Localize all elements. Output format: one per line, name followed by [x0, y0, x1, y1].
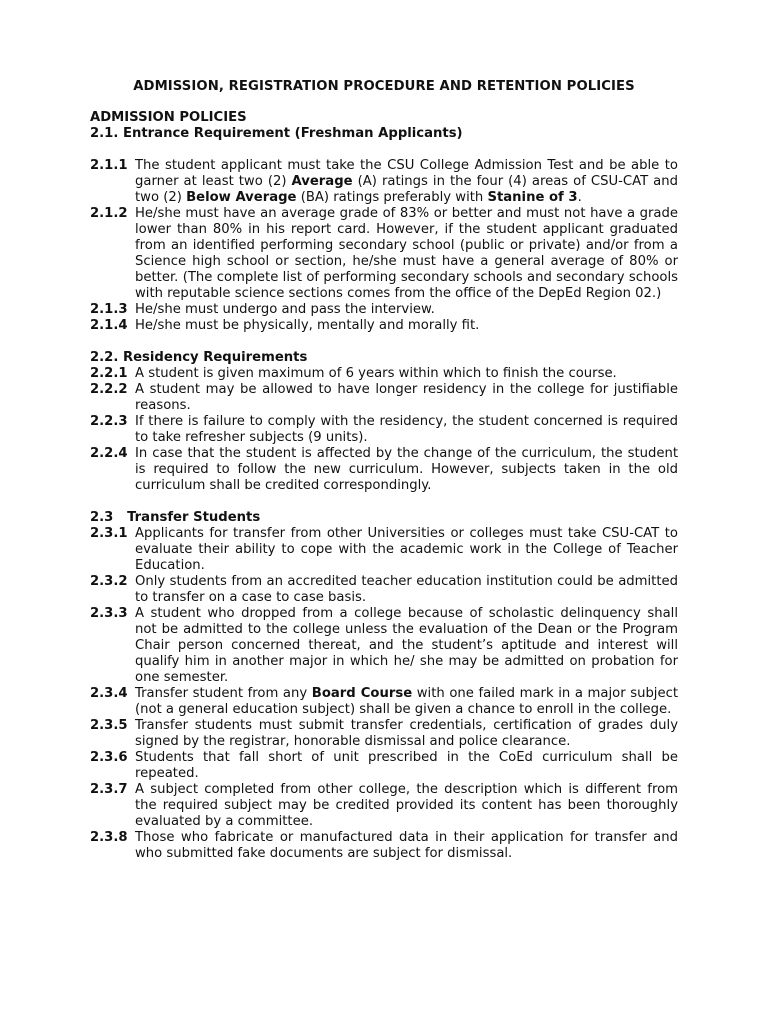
- bold-run-stanine: Stanine of 3: [487, 190, 578, 205]
- item-text: Only students from an accredited teacher education institution could be admitted to transfer on a case to case basis.: [135, 574, 678, 605]
- list-item-2-3-7: [90, 782, 678, 830]
- list-item-2-3-5: [90, 718, 678, 750]
- list-item-2-3-6: [90, 750, 678, 782]
- text-run: with one failed mark in a major subject (not a general education subject) shall be given a chance to enroll in the college.: [135, 686, 679, 717]
- item-number: 2.3.6: [90, 750, 128, 765]
- bold-run-board-course: Board Course: [311, 686, 413, 701]
- item-number: 2.2.3: [90, 414, 128, 429]
- subsection-heading-2-3: 2.3 Transfer Students: [90, 510, 261, 525]
- list-item-2-2-3: [90, 414, 678, 446]
- item-text: Students that fall short of unit prescribed in the CoEd curriculum shall be repeated.: [135, 750, 678, 781]
- list-item-2-3-3: [90, 606, 678, 686]
- item-number: 2.3.3: [90, 606, 128, 621]
- item-number: 2.3.8: [90, 830, 128, 845]
- item-number: 2.3.1: [90, 526, 128, 541]
- document-body: [90, 110, 678, 862]
- item-number: 2.3.4: [90, 686, 128, 701]
- bold-run-average: Average: [291, 174, 353, 189]
- item-text: He/she must be physically, mentally and morally fit.: [135, 318, 480, 333]
- document-title: ADMISSION, REGISTRATION PROCEDURE AND RETENTION POLICIES: [133, 79, 635, 94]
- item-number: 2.3.7: [90, 782, 128, 797]
- item-number: 2.2.2: [90, 382, 128, 397]
- list-item-2-1-1: [90, 158, 678, 206]
- item-number: 2.3.5: [90, 718, 128, 733]
- subsection-heading-2-1: 2.1. Entrance Requirement (Freshman Applicants): [90, 126, 463, 141]
- list-item-2-2-2: [90, 382, 678, 414]
- list-item-2-2-4: [90, 446, 678, 494]
- item-text: [135, 158, 678, 206]
- item-text: Applicants for transfer from other Universities or colleges must take CSU-CAT to evaluate their ability to cope with the academic work in the College of Teacher Education.: [135, 526, 678, 573]
- list-item-2-3-4: [90, 686, 678, 718]
- text-run: .: [577, 190, 582, 205]
- text-run: Transfer student from any: [135, 686, 312, 701]
- item-text: In case that the student is affected by the change of the curriculum, the student is required to follow the new curriculum. However, subjects taken in the old curriculum shall be credited correspondingly.: [135, 446, 678, 493]
- item-text: He/she must have an average grade of 83% or better and must not have a grade lower than 80% in his report card. However, if the student applicant graduated from an identified performing secondary school (public or private) and/or from a Science high school or section, he/she must have a general average of 80% or better. (The complete list of performing secondary schools and secondary schools with reputable science sections comes from the office of the DepEd Region 02.): [135, 206, 678, 301]
- item-number: 2.3.2: [90, 574, 128, 589]
- list-item-2-1-2: [90, 206, 678, 302]
- item-text: A student is given maximum of 6 years within which to finish the course.: [135, 366, 617, 381]
- item-text: Transfer students must submit transfer credentials, certification of grades duly signed by the registrar, honorable dismissal and police clearance.: [135, 718, 678, 749]
- list-item-2-2-1: [90, 366, 678, 382]
- list-item-2-3-8: [90, 830, 678, 862]
- bold-run-below-average: Below Average: [186, 190, 297, 205]
- item-text: He/she must undergo and pass the interview.: [135, 302, 435, 317]
- spacer: [90, 334, 678, 350]
- item-number: 2.1.3: [90, 302, 128, 317]
- list-item-2-1-4: [90, 318, 678, 334]
- item-number: 2.2.1: [90, 366, 128, 381]
- list-item-2-3-1: [90, 526, 678, 574]
- text-run: (A) ratings in the four (4) areas of CSU-CAT and two (2): [135, 174, 678, 205]
- item-text: Those who fabricate or manufactured data in their application for transfer and who submitted fake documents are subject for dismissal.: [135, 830, 678, 861]
- spacer: [90, 494, 678, 510]
- item-number: 2.1.4: [90, 318, 128, 333]
- item-text: A subject completed from other college, the description which is different from the required subject may be credited provided its content has been thoroughly evaluated by a committee.: [135, 782, 678, 829]
- text-run: The student applicant must take the CSU College Admission Test and be able to garner at least two (2): [135, 158, 678, 189]
- item-number: 2.1.1: [90, 158, 128, 173]
- item-number: 2.2.4: [90, 446, 128, 461]
- list-item-2-1-3: [90, 302, 678, 318]
- item-text: [135, 686, 678, 718]
- item-text: A student who dropped from a college because of scholastic delinquency shall not be admitted to the college unless the evaluation of the Dean or the Program Chair person concerned thereat, and the student’s aptitude and interest will qualify him in another major in which he/ she may be admitted on probation for one semester.: [135, 606, 678, 685]
- item-text: If there is failure to comply with the residency, the student concerned is required to take refresher subjects (9 units).: [135, 414, 678, 445]
- section-heading: ADMISSION POLICIES: [90, 110, 247, 125]
- text-run: (BA) ratings preferably with: [296, 190, 488, 205]
- spacer: [90, 142, 678, 158]
- item-text: A student may be allowed to have longer residency in the college for justifiable reasons.: [135, 382, 678, 413]
- item-number: 2.1.2: [90, 206, 128, 221]
- subsection-heading-2-2: 2.2. Residency Requirements: [90, 350, 308, 365]
- list-item-2-3-2: [90, 574, 678, 606]
